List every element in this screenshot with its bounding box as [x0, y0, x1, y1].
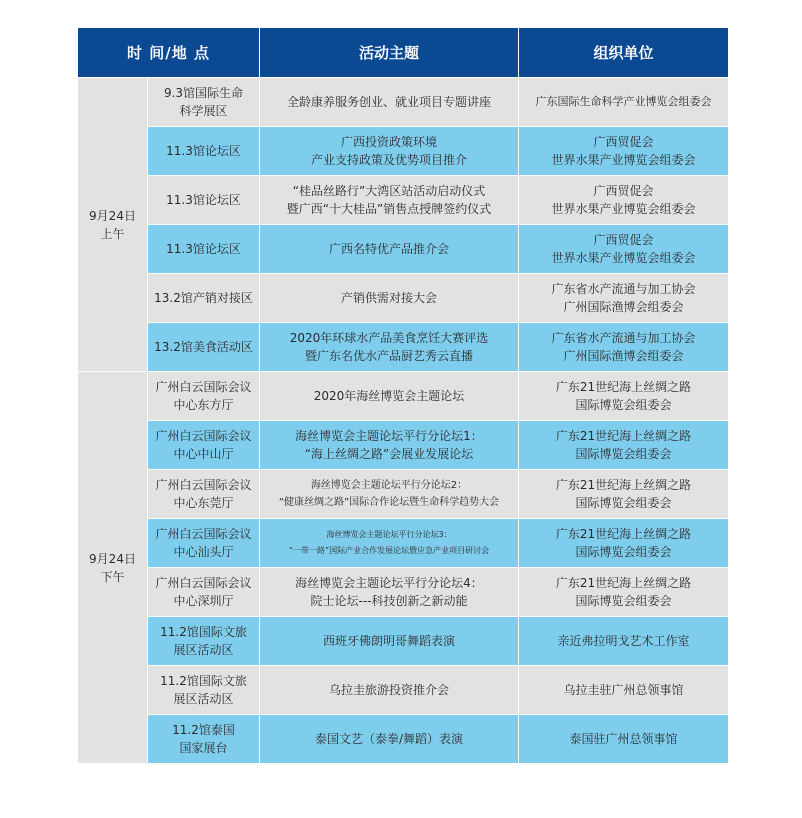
place-cell: 广州白云国际会议 中心东方厅 — [148, 372, 260, 421]
theme-cell: 全龄康养服务创业、就业项目专题讲座 — [260, 78, 519, 127]
place-cell: 广州白云国际会议 中心中山厅 — [148, 421, 260, 470]
table-row — [78, 421, 729, 470]
place-cell: 广州白云国际会议 中心深圳厅 — [148, 568, 260, 617]
organizer-cell: 广东21世纪海上丝绸之路 国际博览会组委会 — [519, 519, 729, 568]
place-cell: 9.3馆国际生命 科学展区 — [148, 78, 260, 127]
place-cell: 11.3馆论坛区 — [148, 176, 260, 225]
place-cell: 11.2馆国际文旅 展区活动区 — [148, 666, 260, 715]
organizer-cell: 亲近弗拉明戈艺术工作室 — [519, 617, 729, 666]
organizer-cell: 广东21世纪海上丝绸之路 国际博览会组委会 — [519, 568, 729, 617]
table-row — [78, 568, 729, 617]
organizer-cell: 广东21世纪海上丝绸之路 国际博览会组委会 — [519, 421, 729, 470]
theme-cell: 广西名特优产品推介会 — [260, 225, 519, 274]
theme-cell: 产销供需对接大会 — [260, 274, 519, 323]
table-row — [78, 715, 729, 764]
theme-cell: “桂品丝路行”大湾区站活动启动仪式 暨广西“十大桂品”销售点授牌签约仪式 — [260, 176, 519, 225]
theme-cell: 西班牙佛朗明哥舞蹈表演 — [260, 617, 519, 666]
date-label: 9月24日 — [89, 208, 136, 223]
organizer-cell: 广东21世纪海上丝绸之路 国际博览会组委会 — [519, 470, 729, 519]
table-row — [78, 225, 729, 274]
theme-cell: 海丝博览会主题论坛平行分论坛2： “健康丝绸之路”国际合作论坛暨生命科学趋势大会 — [260, 470, 519, 519]
theme-cell: 乌拉圭旅游投资推介会 — [260, 666, 519, 715]
schedule-table — [77, 27, 729, 764]
place-cell: 13.2馆产销对接区 — [148, 274, 260, 323]
table-row — [78, 323, 729, 372]
organizer-cell: 广东省水产流通与加工协会 广州国际渔博会组委会 — [519, 323, 729, 372]
place-cell: 广州白云国际会议 中心东莞厅 — [148, 470, 260, 519]
theme-cell: 泰国文艺（泰拳/舞蹈）表演 — [260, 715, 519, 764]
table-row — [78, 78, 729, 127]
place-cell: 11.3馆论坛区 — [148, 127, 260, 176]
organizer-cell: 广西贸促会 世界水果产业博览会组委会 — [519, 176, 729, 225]
organizer-cell: 广东21世纪海上丝绸之路 国际博览会组委会 — [519, 372, 729, 421]
organizer-cell: 乌拉圭驻广州总领事馆 — [519, 666, 729, 715]
place-cell: 11.2馆泰国 国家展台 — [148, 715, 260, 764]
date-cell-morning — [78, 78, 148, 372]
organizer-cell: 广西贸促会 世界水果产业博览会组委会 — [519, 225, 729, 274]
date-label: 9月24日 — [89, 551, 136, 566]
header-organizer: 组织单位 — [519, 28, 729, 78]
table-row — [78, 519, 729, 568]
period-label: 上午 — [100, 226, 125, 241]
table-row — [78, 176, 729, 225]
table-row — [78, 470, 729, 519]
header-time-place: 时 间/地 点 — [78, 28, 260, 78]
place-cell: 11.2馆国际文旅 展区活动区 — [148, 617, 260, 666]
organizer-cell: 泰国驻广州总领事馆 — [519, 715, 729, 764]
theme-cell: 广西投资政策环境 产业支持政策及优势项目推介 — [260, 127, 519, 176]
table-row — [78, 372, 729, 421]
theme-cell: 2020年海丝博览会主题论坛 — [260, 372, 519, 421]
theme-cell: 海丝博览会主题论坛平行分论坛4： 院士论坛---科技创新之新动能 — [260, 568, 519, 617]
organizer-cell: 广东国际生命科学产业博览会组委会 — [519, 78, 729, 127]
theme-cell: 海丝博览会主题论坛平行分论坛3： “一带一路”国际产业合作发展论坛暨应急产业项目研讨会 — [260, 519, 519, 568]
place-cell: 13.2馆美食活动区 — [148, 323, 260, 372]
place-cell: 广州白云国际会议 中心汕头厅 — [148, 519, 260, 568]
table-row — [78, 666, 729, 715]
theme-cell: 海丝博览会主题论坛平行分论坛1： “海上丝绸之路”会展业发展论坛 — [260, 421, 519, 470]
place-cell: 11.3馆论坛区 — [148, 225, 260, 274]
table-row — [78, 127, 729, 176]
header-row — [78, 28, 729, 78]
table-row — [78, 274, 729, 323]
header-theme: 活动主题 — [260, 28, 519, 78]
organizer-cell: 广西贸促会 世界水果产业博览会组委会 — [519, 127, 729, 176]
theme-cell: 2020年环球水产品美食烹饪大赛评选 暨广东名优水产品厨艺秀云直播 — [260, 323, 519, 372]
date-cell-afternoon — [78, 372, 148, 764]
organizer-cell: 广东省水产流通与加工协会 广州国际渔博会组委会 — [519, 274, 729, 323]
period-label: 下午 — [100, 569, 125, 584]
table-row — [78, 617, 729, 666]
